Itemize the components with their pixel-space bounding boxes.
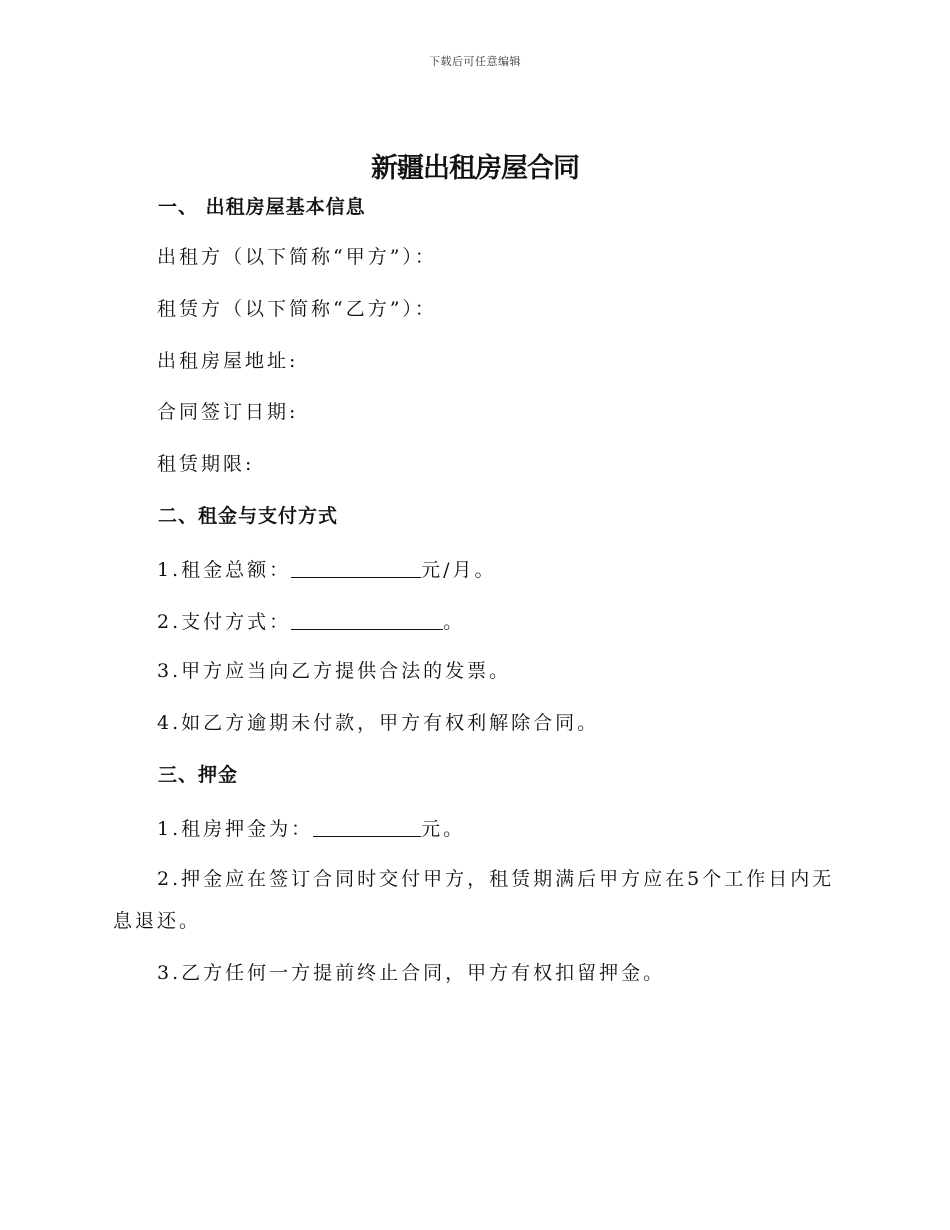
rent-amount-label: 1.租金总额：: [157, 559, 292, 581]
payment-method-end: 。: [443, 611, 466, 633]
deposit-amount-blank[interactable]: [313, 818, 421, 837]
deposit-refund-clause-line2: 息退还。: [113, 910, 202, 932]
payment-method-label: 2.支付方式：: [157, 611, 292, 633]
invoice-clause: 3.甲方应当向乙方提供合法的发票。: [157, 660, 512, 682]
deposit-amount-label: 1.租房押金为：: [157, 818, 314, 840]
rent-amount-unit: 元/月。: [421, 559, 497, 581]
term-field: 租赁期限:: [157, 453, 255, 475]
payment-method-blank[interactable]: [291, 611, 443, 630]
address-field: 出租房屋地址:: [157, 350, 299, 372]
late-payment-clause: 4.如乙方逾期未付款，甲方有权利解除合同。: [157, 712, 600, 734]
payment-method-line: [157, 611, 465, 632]
deposit-amount-line: [157, 818, 465, 839]
deposit-amount-unit: 元。: [421, 818, 466, 840]
lessee-field: 租赁方（以下简称“乙方”）：: [157, 298, 437, 320]
document-title: 新疆出租房屋合同: [371, 153, 579, 184]
rent-amount-line: [157, 559, 497, 580]
deposit-refund-clause-line1: 2.押金应在签订合同时交付甲方，租赁期满后甲方应在5个工作日内无: [157, 868, 835, 890]
section-1-heading: 一、 出租房屋基本信息: [158, 196, 366, 218]
page-header-note: 下载后可任意编辑: [429, 55, 521, 68]
early-termination-clause: 3.乙方任何一方提前终止合同，甲方有权扣留押金。: [157, 962, 666, 984]
rent-amount-blank[interactable]: [291, 559, 421, 578]
section-3-heading: 三、押金: [158, 764, 239, 786]
sign-date-field: 合同签订日期:: [157, 401, 299, 423]
section-2-heading: 二、租金与支付方式: [158, 505, 339, 527]
lessor-field: 出租方（以下简称“甲方”）：: [157, 246, 437, 268]
